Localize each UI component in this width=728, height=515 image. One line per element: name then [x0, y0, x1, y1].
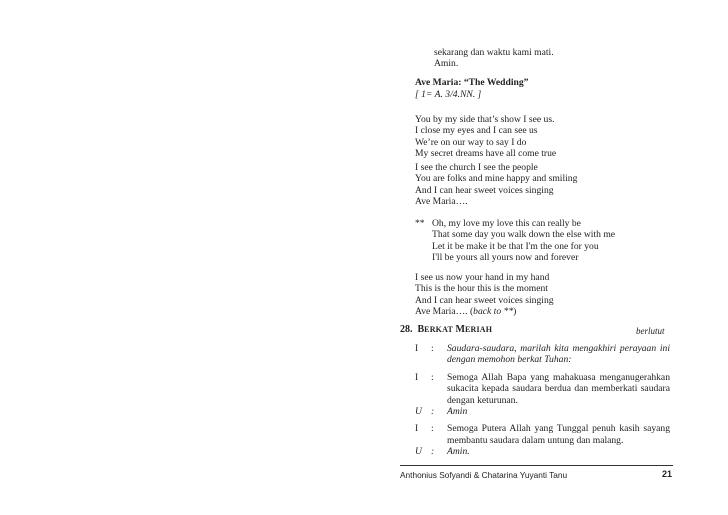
lyric-line: And I can hear sweet voices singing: [415, 184, 554, 196]
speaker-colon: :: [431, 343, 434, 354]
speaker-label: I: [415, 343, 419, 354]
repeat-instruction: back to **: [473, 306, 514, 318]
song-key: [ 1= A. 3/4.NN. ]: [415, 89, 482, 100]
song-chorus: [432, 218, 615, 264]
lyric-line: Let it be make it be that I'm the one for you: [432, 240, 599, 252]
prayer-row: [415, 343, 670, 366]
prayer-row: [415, 406, 670, 417]
prayer-row: [415, 446, 670, 457]
lyric-line: You are folks and mine happy and smiling: [415, 173, 578, 185]
prayer-row: [415, 372, 670, 406]
prayer-text: Amin.: [447, 446, 470, 458]
speaker-colon: :: [431, 446, 435, 458]
prayer-text: Amin: [447, 406, 468, 418]
page-number: 21: [661, 469, 672, 479]
prayer-text: Semoga Allah Bapa yang mahakuasa menganugerahkan sukacita kepada saudara berdua dan memberkati saudara dengan keturunan.: [447, 371, 670, 406]
lyric-line: I see the church I see the people: [415, 162, 538, 173]
speaker-colon: :: [431, 371, 434, 383]
continuation-line: Amin.: [434, 58, 459, 70]
lyric-line: I close my eyes and I can see us: [415, 125, 538, 137]
prayer-row: [415, 423, 670, 446]
speaker-colon: :: [431, 406, 435, 418]
lyric-line: My secret dreams have all come true: [415, 148, 557, 160]
song-stanza-1: [415, 114, 556, 160]
speaker-colon: :: [431, 423, 434, 435]
lyric-line: We’re on our way to say I do: [415, 136, 527, 148]
lyric-close: ): [513, 306, 517, 318]
lyric-line: Oh, my love my love this can really be: [432, 218, 581, 229]
speaker-label: U: [415, 406, 422, 418]
prayer-text: Saudara-saudara, marilah kita mengakhiri perayaan ini dengan memohon berkat Tuhan:: [447, 343, 670, 366]
section-number: 28.: [400, 324, 413, 335]
speaker-label: I: [415, 371, 419, 383]
lyric-line-last: [415, 306, 554, 317]
song-stanza-2: [415, 162, 577, 208]
song-stanza-3: [415, 272, 554, 318]
lyric-text: Ave Maria…. (: [415, 306, 474, 318]
footer-authors: Anthonius Sofyandi & Chatarina Yuyanti Tanu: [400, 470, 568, 480]
section-heading: [400, 324, 492, 335]
song-title: Ave Maria: “The Wedding”: [415, 77, 529, 88]
lyric-line: I see us now your hand in my hand: [415, 272, 550, 283]
lyric-line: I'll be yours all yours now and forever: [432, 252, 579, 264]
lyric-line: This is the hour this is the moment: [415, 283, 548, 295]
lyric-line: You by my side that’s show I see us.: [415, 114, 555, 125]
speaker-label: I: [415, 423, 419, 435]
lyric-line: Ave Maria….: [415, 196, 468, 208]
prayer-text: Semoga Putera Allah yang Tunggal penuh kasih sayang membantu saudara dalam untung dan malang.: [447, 423, 670, 446]
prayer-continuation: [434, 47, 554, 70]
continuation-line: sekarang dan waktu kami mati.: [434, 47, 554, 58]
posture-note: berlutut: [636, 326, 665, 336]
footer-divider: [400, 465, 673, 466]
chorus-marker: **: [415, 218, 425, 229]
speaker-label: U: [415, 446, 422, 458]
lyric-line: That some day you walk down the else with me: [432, 229, 616, 241]
section-title: BERKAT MERIAH: [417, 324, 493, 335]
prayer-dialogue: [415, 343, 670, 458]
lyric-line: And I can hear sweet voices singing: [415, 294, 554, 306]
